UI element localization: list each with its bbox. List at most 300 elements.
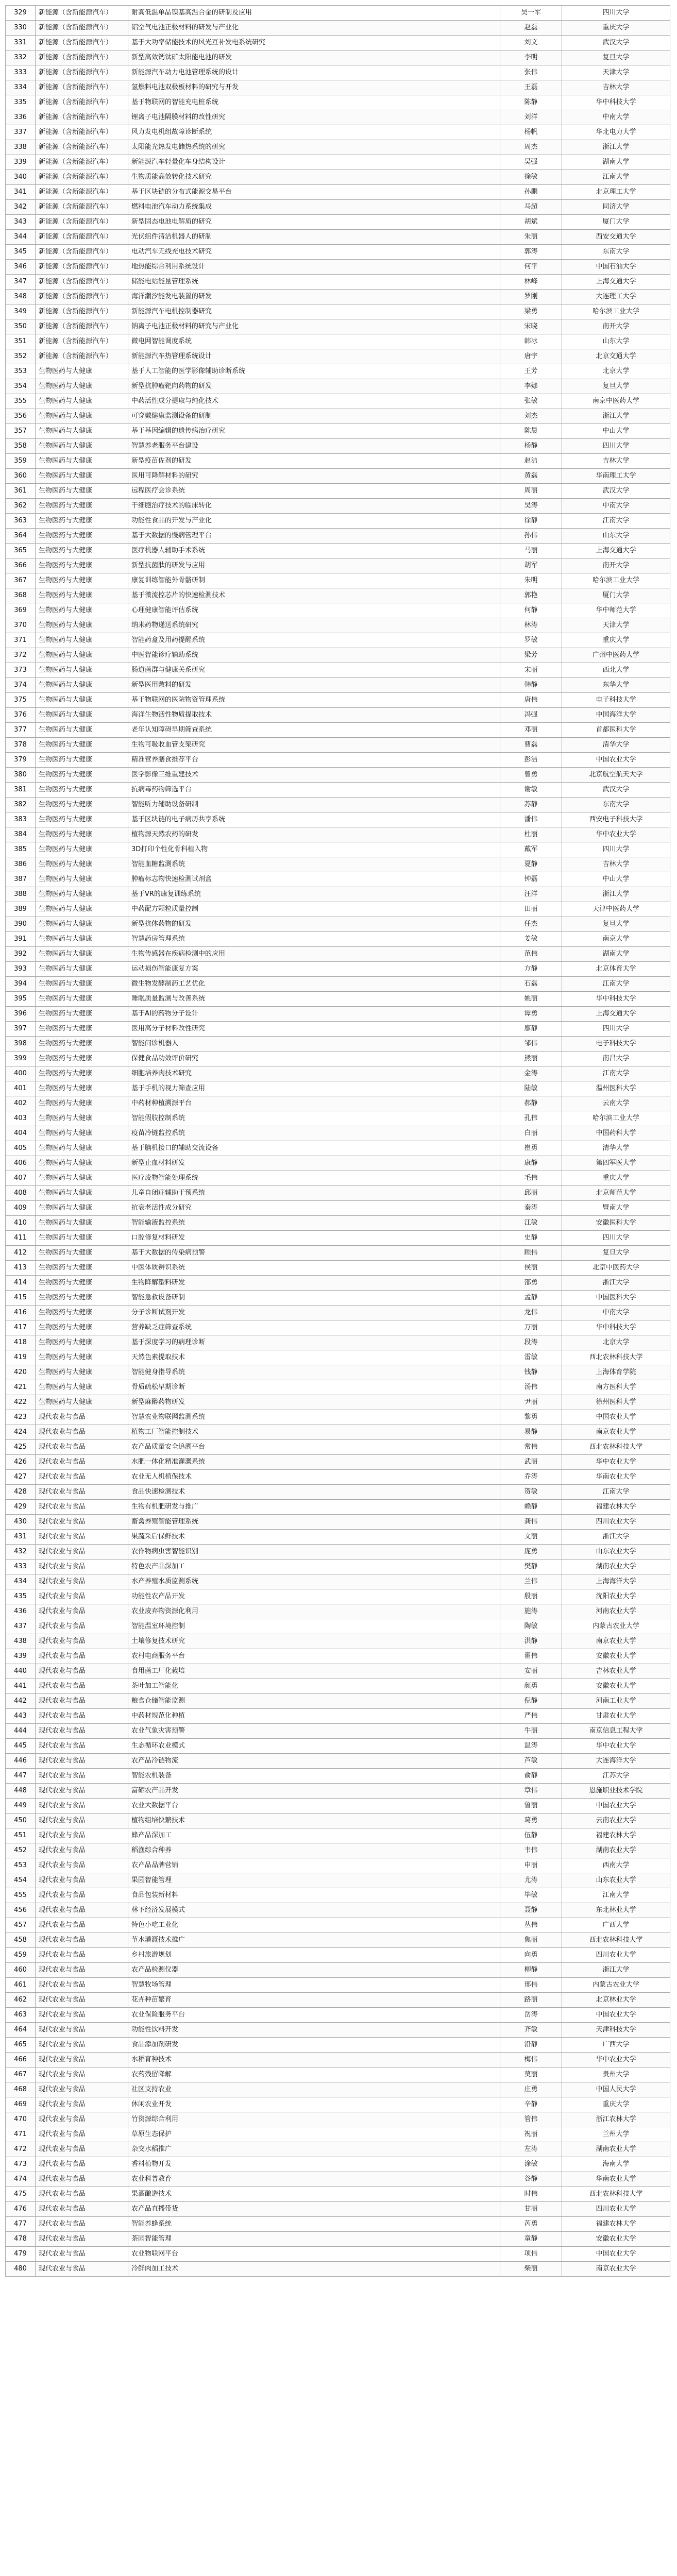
track-category: 现代农业与食品 bbox=[36, 1799, 128, 1814]
project-title: 基于人工智能的医学影像辅助诊断系统 bbox=[128, 364, 500, 379]
team-leader: 刘洋 bbox=[500, 110, 562, 125]
team-leader: 樊静 bbox=[500, 1560, 562, 1574]
university: 中南大学 bbox=[562, 499, 670, 514]
project-title: 农业科普教育 bbox=[128, 2172, 500, 2187]
row-number: 389 bbox=[6, 902, 36, 917]
table-row bbox=[6, 80, 670, 95]
team-leader: 姜敏 bbox=[500, 932, 562, 947]
project-title: 竹资源综合利用 bbox=[128, 2112, 500, 2127]
project-title: 新型止血材料研发 bbox=[128, 1156, 500, 1171]
university: 大连海洋大学 bbox=[562, 1754, 670, 1769]
row-number: 427 bbox=[6, 1470, 36, 1485]
project-title: 农作物病虫害智能识别 bbox=[128, 1545, 500, 1560]
team-leader: 宋丽 bbox=[500, 663, 562, 678]
university: 厦门大学 bbox=[562, 588, 670, 603]
project-title: 新能源汽车热管理系统设计 bbox=[128, 349, 500, 364]
university: 华北电力大学 bbox=[562, 125, 670, 140]
table-row bbox=[6, 588, 670, 603]
team-leader: 左涛 bbox=[500, 2142, 562, 2157]
table-row bbox=[6, 1694, 670, 1709]
project-title: 海洋潮汐能发电装置的研发 bbox=[128, 290, 500, 304]
project-title: 中药材规范化种植 bbox=[128, 1709, 500, 1724]
project-title: 农产品品牌营销 bbox=[128, 1858, 500, 1873]
track-category: 生物医药与大健康 bbox=[36, 708, 128, 723]
team-leader: 殷丽 bbox=[500, 1589, 562, 1604]
track-category: 现代农业与食品 bbox=[36, 1709, 128, 1724]
table-row bbox=[6, 1306, 670, 1320]
university: 华中农业大学 bbox=[562, 1739, 670, 1754]
track-category: 生物医药与大健康 bbox=[36, 1037, 128, 1052]
project-title: 冷鲜肉加工技术 bbox=[128, 2262, 500, 2277]
row-number: 436 bbox=[6, 1604, 36, 1619]
row-number: 399 bbox=[6, 1052, 36, 1066]
team-leader: 毛伟 bbox=[500, 1171, 562, 1186]
project-title: 杂交水稻推广 bbox=[128, 2142, 500, 2157]
project-title: 水肥一体化精准灌溉系统 bbox=[128, 1455, 500, 1470]
track-category: 生物医药与大健康 bbox=[36, 872, 128, 887]
project-title: 基于AI的药物分子设计 bbox=[128, 1007, 500, 1022]
team-leader: 齐敏 bbox=[500, 2023, 562, 2038]
track-category: 现代农业与食品 bbox=[36, 1530, 128, 1545]
project-title: 基于大数据的慢病管理平台 bbox=[128, 529, 500, 544]
team-leader: 祝丽 bbox=[500, 2127, 562, 2142]
track-category: 现代农业与食品 bbox=[36, 1664, 128, 1679]
project-title: 智能听力辅助设备研制 bbox=[128, 798, 500, 812]
track-category: 现代农业与食品 bbox=[36, 2262, 128, 2277]
table-row bbox=[6, 2187, 670, 2202]
table-row bbox=[6, 2008, 670, 2023]
table-row bbox=[6, 842, 670, 857]
team-leader: 芮勇 bbox=[500, 2217, 562, 2232]
team-leader: 钱静 bbox=[500, 1365, 562, 1380]
row-number: 355 bbox=[6, 394, 36, 409]
row-number: 450 bbox=[6, 1814, 36, 1828]
university: 安徽农业大学 bbox=[562, 2232, 670, 2247]
row-number: 348 bbox=[6, 290, 36, 304]
table-row bbox=[6, 1649, 670, 1664]
team-leader: 郝静 bbox=[500, 1096, 562, 1111]
table-row bbox=[6, 2023, 670, 2038]
row-number: 368 bbox=[6, 588, 36, 603]
table-row bbox=[6, 932, 670, 947]
project-title: 农业无人机植保技术 bbox=[128, 1470, 500, 1485]
project-title: 植物源天然农药的研发 bbox=[128, 827, 500, 842]
row-number: 329 bbox=[6, 6, 36, 21]
row-number: 339 bbox=[6, 155, 36, 170]
team-leader: 罗敏 bbox=[500, 633, 562, 648]
university: 武汉大学 bbox=[562, 484, 670, 499]
track-category: 生物医药与大健康 bbox=[36, 1335, 128, 1350]
track-category: 现代农业与食品 bbox=[36, 1963, 128, 1978]
project-title: 基于大数据的传染病预警 bbox=[128, 1246, 500, 1261]
project-title: 儿童自闭症辅助干预系统 bbox=[128, 1186, 500, 1201]
university: 天津大学 bbox=[562, 65, 670, 80]
table-row bbox=[6, 1380, 670, 1395]
project-title: 氢燃料电池双极板材料的研究与开发 bbox=[128, 80, 500, 95]
row-number: 467 bbox=[6, 2067, 36, 2082]
table-row bbox=[6, 1350, 670, 1365]
row-number: 397 bbox=[6, 1022, 36, 1037]
team-leader: 孙伟 bbox=[500, 529, 562, 544]
university: 浙江大学 bbox=[562, 887, 670, 902]
track-category: 现代农业与食品 bbox=[36, 2067, 128, 2082]
table-row bbox=[6, 1604, 670, 1619]
team-leader: 邹伟 bbox=[500, 1037, 562, 1052]
team-leader: 徐敏 bbox=[500, 170, 562, 185]
row-number: 337 bbox=[6, 125, 36, 140]
table-row bbox=[6, 1530, 670, 1545]
university: 第四军医大学 bbox=[562, 1156, 670, 1171]
track-category: 新能源（含新能源汽车） bbox=[36, 155, 128, 170]
university: 兰州大学 bbox=[562, 2127, 670, 2142]
university: 广西大学 bbox=[562, 1918, 670, 1933]
table-row bbox=[6, 1096, 670, 1111]
row-number: 351 bbox=[6, 334, 36, 349]
team-leader: 韩冰 bbox=[500, 334, 562, 349]
project-title: 医学影像三维重建技术 bbox=[128, 768, 500, 783]
university: 北京大学 bbox=[562, 1335, 670, 1350]
row-number: 425 bbox=[6, 1440, 36, 1455]
project-title: 新型医用敷料的研发 bbox=[128, 678, 500, 693]
table-row bbox=[6, 1888, 670, 1903]
track-category: 新能源（含新能源汽车） bbox=[36, 200, 128, 215]
row-number: 347 bbox=[6, 275, 36, 290]
table-row bbox=[6, 50, 670, 65]
track-category: 生物医药与大健康 bbox=[36, 1246, 128, 1261]
project-title: 分子诊断试剂开发 bbox=[128, 1306, 500, 1320]
team-leader: 谭勇 bbox=[500, 1007, 562, 1022]
university: 北京师范大学 bbox=[562, 1186, 670, 1201]
row-number: 401 bbox=[6, 1081, 36, 1096]
table-row bbox=[6, 1739, 670, 1754]
university: 中国医科大学 bbox=[562, 1291, 670, 1306]
track-category: 现代农业与食品 bbox=[36, 2172, 128, 2187]
university: 云南大学 bbox=[562, 1096, 670, 1111]
team-leader: 何平 bbox=[500, 260, 562, 275]
track-category: 新能源（含新能源汽车） bbox=[36, 185, 128, 200]
track-category: 现代农业与食品 bbox=[36, 1679, 128, 1694]
university: 吉林农业大学 bbox=[562, 1664, 670, 1679]
university: 中国人民大学 bbox=[562, 2082, 670, 2097]
track-category: 生物医药与大健康 bbox=[36, 409, 128, 424]
university: 哈尔滨工业大学 bbox=[562, 304, 670, 319]
team-leader: 康静 bbox=[500, 1156, 562, 1171]
university: 江南大学 bbox=[562, 977, 670, 992]
table-row bbox=[6, 319, 670, 334]
track-category: 现代农业与食品 bbox=[36, 1873, 128, 1888]
team-leader: 翟伟 bbox=[500, 1649, 562, 1664]
team-leader: 易静 bbox=[500, 1425, 562, 1440]
table-row bbox=[6, 1171, 670, 1186]
university: 南开大学 bbox=[562, 319, 670, 334]
track-category: 新能源（含新能源汽车） bbox=[36, 125, 128, 140]
team-leader: 何静 bbox=[500, 603, 562, 618]
track-category: 现代农业与食品 bbox=[36, 2127, 128, 2142]
project-title: 基于VR的康复训练系统 bbox=[128, 887, 500, 902]
track-category: 生物医药与大健康 bbox=[36, 1186, 128, 1201]
university: 电子科技大学 bbox=[562, 693, 670, 708]
table-row bbox=[6, 1186, 670, 1201]
track-category: 新能源（含新能源汽车） bbox=[36, 95, 128, 110]
table-row bbox=[6, 1858, 670, 1873]
track-category: 现代农业与食品 bbox=[36, 2247, 128, 2262]
team-leader: 甘丽 bbox=[500, 2202, 562, 2217]
track-category: 生物医药与大健康 bbox=[36, 1350, 128, 1365]
track-category: 现代农业与食品 bbox=[36, 1918, 128, 1933]
team-leader: 温涛 bbox=[500, 1739, 562, 1754]
track-category: 生物医药与大健康 bbox=[36, 887, 128, 902]
university: 南京农业大学 bbox=[562, 2262, 670, 2277]
track-category: 生物医药与大健康 bbox=[36, 768, 128, 783]
table-row bbox=[6, 1440, 670, 1455]
university: 中南大学 bbox=[562, 1306, 670, 1320]
university: 重庆大学 bbox=[562, 21, 670, 36]
table-row bbox=[6, 409, 670, 424]
university: 华中农业大学 bbox=[562, 1455, 670, 1470]
university: 华中师范大学 bbox=[562, 603, 670, 618]
team-leader: 潘伟 bbox=[500, 812, 562, 827]
team-leader: 朱明 bbox=[500, 573, 562, 588]
university: 重庆大学 bbox=[562, 2097, 670, 2112]
row-number: 341 bbox=[6, 185, 36, 200]
project-title: 生物传感器在疾病检测中的应用 bbox=[128, 947, 500, 962]
university: 华南农业大学 bbox=[562, 2172, 670, 2187]
table-row bbox=[6, 872, 670, 887]
row-number: 458 bbox=[6, 1933, 36, 1948]
university: 西北农林科技大学 bbox=[562, 2187, 670, 2202]
table-row bbox=[6, 1291, 670, 1306]
table-row bbox=[6, 992, 670, 1007]
table-row bbox=[6, 753, 670, 768]
table-row bbox=[6, 1037, 670, 1052]
row-number: 440 bbox=[6, 1664, 36, 1679]
row-number: 383 bbox=[6, 812, 36, 827]
track-category: 现代农业与食品 bbox=[36, 1993, 128, 2008]
university: 浙江农林大学 bbox=[562, 2112, 670, 2127]
team-leader: 廖静 bbox=[500, 1022, 562, 1037]
project-title: 心理健康智能评估系统 bbox=[128, 603, 500, 618]
row-number: 445 bbox=[6, 1739, 36, 1754]
project-title: 农业废弃物资源化利用 bbox=[128, 1604, 500, 1619]
row-number: 338 bbox=[6, 140, 36, 155]
row-number: 470 bbox=[6, 2112, 36, 2127]
row-number: 432 bbox=[6, 1545, 36, 1560]
track-category: 现代农业与食品 bbox=[36, 1515, 128, 1530]
track-category: 生物医药与大健康 bbox=[36, 499, 128, 514]
project-title: 智能药盒及用药提醒系统 bbox=[128, 633, 500, 648]
table-row bbox=[6, 290, 670, 304]
project-title: 营养缺乏症筛查系统 bbox=[128, 1320, 500, 1335]
university: 东北林业大学 bbox=[562, 1903, 670, 1918]
university: 南昌大学 bbox=[562, 1052, 670, 1066]
track-category: 现代农业与食品 bbox=[36, 1888, 128, 1903]
university: 北京大学 bbox=[562, 364, 670, 379]
team-leader: 金涛 bbox=[500, 1066, 562, 1081]
team-leader: 曹磊 bbox=[500, 738, 562, 753]
table-row bbox=[6, 2262, 670, 2277]
track-category: 现代农业与食品 bbox=[36, 1843, 128, 1858]
table-row bbox=[6, 1335, 670, 1350]
project-title: 口腔修复材料研发 bbox=[128, 1231, 500, 1246]
project-title: 智能输液监控系统 bbox=[128, 1216, 500, 1231]
track-category: 生物医药与大健康 bbox=[36, 1306, 128, 1320]
university: 中国农业大学 bbox=[562, 1410, 670, 1425]
row-number: 464 bbox=[6, 2023, 36, 2038]
track-category: 生物医药与大健康 bbox=[36, 558, 128, 573]
row-number: 454 bbox=[6, 1873, 36, 1888]
row-number: 344 bbox=[6, 230, 36, 245]
university: 恩施职业技术学院 bbox=[562, 1784, 670, 1799]
university: 天津中医药大学 bbox=[562, 902, 670, 917]
university: 四川大学 bbox=[562, 842, 670, 857]
table-row bbox=[6, 1052, 670, 1066]
team-leader: 俞静 bbox=[500, 1769, 562, 1784]
project-title: 睡眠质量监测与改善系统 bbox=[128, 992, 500, 1007]
team-leader: 熊丽 bbox=[500, 1052, 562, 1066]
university: 山东农业大学 bbox=[562, 1873, 670, 1888]
row-number: 385 bbox=[6, 842, 36, 857]
track-category: 新能源（含新能源汽车） bbox=[36, 36, 128, 50]
track-category: 生物医药与大健康 bbox=[36, 857, 128, 872]
university: 上海海洋大学 bbox=[562, 1574, 670, 1589]
table-row bbox=[6, 783, 670, 798]
project-title: 新型固态电池电解质的研究 bbox=[128, 215, 500, 230]
university: 北京体育大学 bbox=[562, 962, 670, 977]
row-number: 478 bbox=[6, 2232, 36, 2247]
team-leader: 江敏 bbox=[500, 1216, 562, 1231]
row-number: 476 bbox=[6, 2202, 36, 2217]
row-number: 382 bbox=[6, 798, 36, 812]
table-row bbox=[6, 529, 670, 544]
table-row bbox=[6, 1246, 670, 1261]
team-leader: 赖静 bbox=[500, 1500, 562, 1515]
university: 安徽农业大学 bbox=[562, 1649, 670, 1664]
row-number: 434 bbox=[6, 1574, 36, 1589]
university: 华中科技大学 bbox=[562, 95, 670, 110]
table-row bbox=[6, 2202, 670, 2217]
project-title: 肿瘤标志物快速检测试剂盒 bbox=[128, 872, 500, 887]
table-row bbox=[6, 962, 670, 977]
row-number: 465 bbox=[6, 2038, 36, 2053]
project-title: 功能性饮料开发 bbox=[128, 2023, 500, 2038]
table-row bbox=[6, 1111, 670, 1126]
university: 中南大学 bbox=[562, 110, 670, 125]
project-title: 基于物联网的医院物资管理系统 bbox=[128, 693, 500, 708]
track-category: 生物医药与大健康 bbox=[36, 1081, 128, 1096]
team-leader: 白丽 bbox=[500, 1126, 562, 1141]
project-title: 新型疫苗佐剂的研发 bbox=[128, 454, 500, 469]
university: 湖南大学 bbox=[562, 947, 670, 962]
track-category: 生物医药与大健康 bbox=[36, 469, 128, 484]
team-leader: 钟磊 bbox=[500, 872, 562, 887]
project-title: 农药残留降解 bbox=[128, 2067, 500, 2082]
university: 华南理工大学 bbox=[562, 469, 670, 484]
team-leader: 章伟 bbox=[500, 1784, 562, 1799]
track-category: 现代农业与食品 bbox=[36, 2217, 128, 2232]
track-category: 生物医药与大健康 bbox=[36, 678, 128, 693]
team-leader: 石磊 bbox=[500, 977, 562, 992]
team-leader: 侯丽 bbox=[500, 1261, 562, 1276]
team-leader: 崔勇 bbox=[500, 1141, 562, 1156]
university: 内蒙古农业大学 bbox=[562, 1619, 670, 1634]
team-leader: 莫丽 bbox=[500, 2067, 562, 2082]
row-number: 459 bbox=[6, 1948, 36, 1963]
table-row bbox=[6, 1201, 670, 1216]
table-row bbox=[6, 693, 670, 708]
university: 河南农业大学 bbox=[562, 1604, 670, 1619]
university: 西安交通大学 bbox=[562, 230, 670, 245]
table-row bbox=[6, 349, 670, 364]
table-row bbox=[6, 827, 670, 842]
project-title: 精准营养膳食推荐平台 bbox=[128, 753, 500, 768]
table-row bbox=[6, 1126, 670, 1141]
row-number: 384 bbox=[6, 827, 36, 842]
university: 东南大学 bbox=[562, 798, 670, 812]
row-number: 475 bbox=[6, 2187, 36, 2202]
table-row bbox=[6, 768, 670, 783]
team-leader: 朱丽 bbox=[500, 230, 562, 245]
team-leader: 邵勇 bbox=[500, 1276, 562, 1291]
team-leader: 汪洋 bbox=[500, 887, 562, 902]
row-number: 381 bbox=[6, 783, 36, 798]
track-category: 生物医药与大健康 bbox=[36, 1141, 128, 1156]
project-title: 储能电站能量管理系统 bbox=[128, 275, 500, 290]
track-category: 生物医药与大健康 bbox=[36, 917, 128, 932]
table-row bbox=[6, 1515, 670, 1530]
table-row bbox=[6, 2127, 670, 2142]
team-leader: 周丽 bbox=[500, 484, 562, 499]
row-number: 365 bbox=[6, 544, 36, 558]
team-leader: 时伟 bbox=[500, 2187, 562, 2202]
table-row bbox=[6, 454, 670, 469]
track-category: 现代农业与食品 bbox=[36, 2097, 128, 2112]
table-row bbox=[6, 1873, 670, 1888]
project-title: 新能源汽车动力电池管理系统的设计 bbox=[128, 65, 500, 80]
track-category: 现代农业与食品 bbox=[36, 1649, 128, 1664]
row-number: 373 bbox=[6, 663, 36, 678]
project-title: 生物可吸收血管支架研究 bbox=[128, 738, 500, 753]
table-row bbox=[6, 618, 670, 633]
university: 中国农业大学 bbox=[562, 1799, 670, 1814]
project-title: 休闲农业开发 bbox=[128, 2097, 500, 2112]
track-category: 现代农业与食品 bbox=[36, 1828, 128, 1843]
project-title: 海洋生物活性物质提取技术 bbox=[128, 708, 500, 723]
university: 厦门大学 bbox=[562, 215, 670, 230]
track-category: 生物医药与大健康 bbox=[36, 753, 128, 768]
university: 西北农林科技大学 bbox=[562, 1933, 670, 1948]
track-category: 生物医药与大健康 bbox=[36, 1096, 128, 1111]
team-leader: 汤伟 bbox=[500, 1380, 562, 1395]
project-title: 新型麻醉药物研发 bbox=[128, 1395, 500, 1410]
row-number: 449 bbox=[6, 1799, 36, 1814]
table-row bbox=[6, 1769, 670, 1784]
row-number: 331 bbox=[6, 36, 36, 50]
project-title: 新型高效钙钛矿太阳能电池的研发 bbox=[128, 50, 500, 65]
table-row bbox=[6, 887, 670, 902]
project-title: 农产品检测仪器 bbox=[128, 1963, 500, 1978]
row-number: 352 bbox=[6, 349, 36, 364]
project-title: 基于微流控芯片的快速检测技术 bbox=[128, 588, 500, 603]
team-leader: 姚丽 bbox=[500, 992, 562, 1007]
track-category: 现代农业与食品 bbox=[36, 2232, 128, 2247]
project-title: 细胞培养肉技术研究 bbox=[128, 1066, 500, 1081]
track-category: 现代农业与食品 bbox=[36, 1814, 128, 1828]
university: 温州医科大学 bbox=[562, 1081, 670, 1096]
row-number: 391 bbox=[6, 932, 36, 947]
project-title: 智能农机装备 bbox=[128, 1769, 500, 1784]
team-leader: 鲁丽 bbox=[500, 1799, 562, 1814]
team-leader: 辛静 bbox=[500, 2097, 562, 2112]
